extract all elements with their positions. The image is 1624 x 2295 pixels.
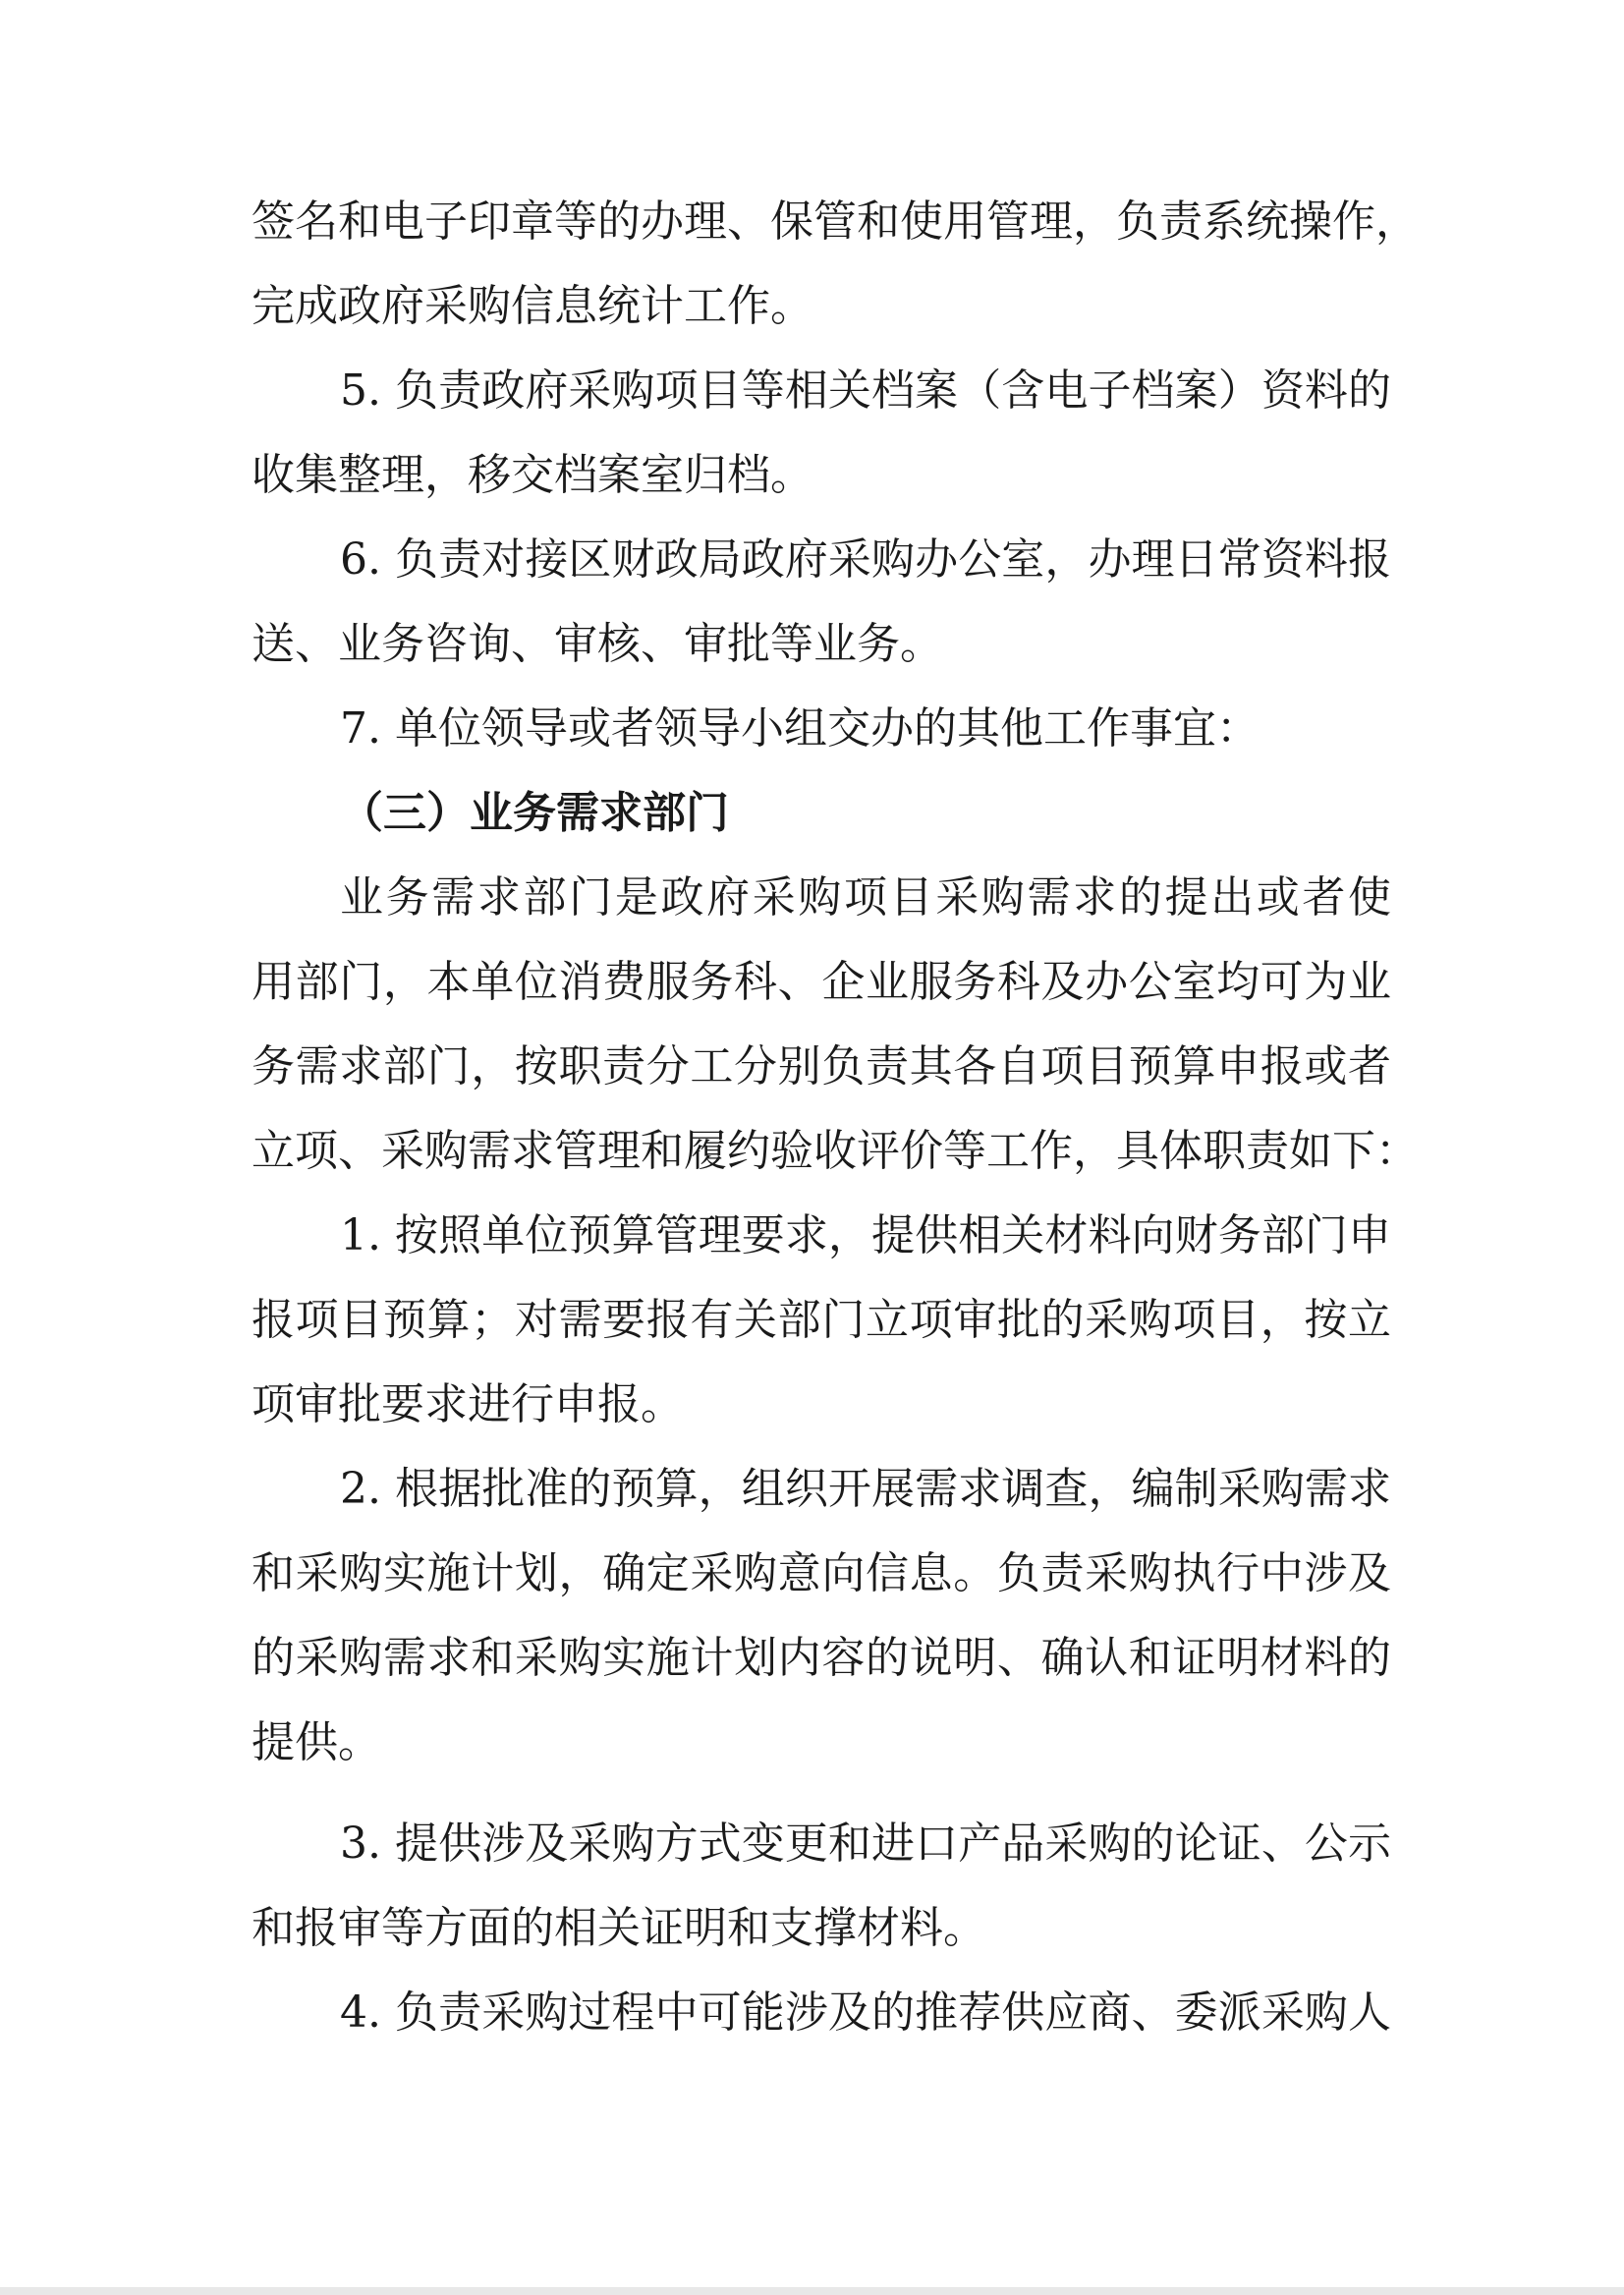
text-line: 的采购需求和采购实施计划内容的说明、确认和证明材料的: [252, 1633, 1391, 1683]
text-line: 收集整理，移交档案室归档。: [252, 450, 813, 500]
text-line: 和报审等方面的相关证明和支撑材料。: [252, 1903, 986, 1953]
text-line: 务需求部门，按职责分工分别负责其各自项目预算申报或者: [252, 1041, 1391, 1092]
text-line: 立项、采购需求管理和履约验收评价等工作，具体职责如下：: [252, 1126, 1419, 1176]
text-line: 报项目预算；对需要报有关部门立项审批的采购项目，按立: [252, 1295, 1391, 1345]
text-line: 提供。: [252, 1717, 381, 1767]
text-line: 3. 提供涉及采购方式变更和进口产品采购的论证、公示: [340, 1819, 1391, 1869]
text-line: 业务需求部门是政府采购项目采购需求的提出或者使: [340, 872, 1391, 923]
text-line: 送、业务咨询、审核、审批等业务。: [252, 619, 943, 669]
text-line: 2. 根据批准的预算，组织开展需求调查，编制采购需求: [340, 1464, 1391, 1514]
text-line: 用部门，本单位消费服务科、企业服务科及办公室均可为业: [252, 957, 1391, 1007]
scan-bottom-edge: [0, 2287, 1624, 2295]
text-line: 5. 负责政府采购项目等相关档案（含电子档案）资料的: [340, 365, 1391, 416]
text-line: 项审批要求进行申报。: [252, 1379, 684, 1429]
text-line: 完成政府采购信息统计工作。: [252, 281, 813, 331]
text-line: 7. 单位领导或者领导小组交办的其他工作事宜：: [340, 703, 1260, 754]
text-line: 4. 负责采购过程中可能涉及的推荐供应商、委派采购人: [340, 1987, 1391, 2038]
text-line: 和采购实施计划，确定采购意向信息。负责采购执行中涉及: [252, 1548, 1391, 1598]
text-line: 1. 按照单位预算管理要求，提供相关材料向财务部门申: [340, 1210, 1391, 1260]
text-line: 6. 负责对接区财政局政府采购办公室，办理日常资料报: [340, 534, 1391, 585]
section-heading: （三）业务需求部门: [340, 788, 729, 838]
text-line: 签名和电子印章等的办理、保管和使用管理，负责系统操作，: [252, 196, 1419, 247]
